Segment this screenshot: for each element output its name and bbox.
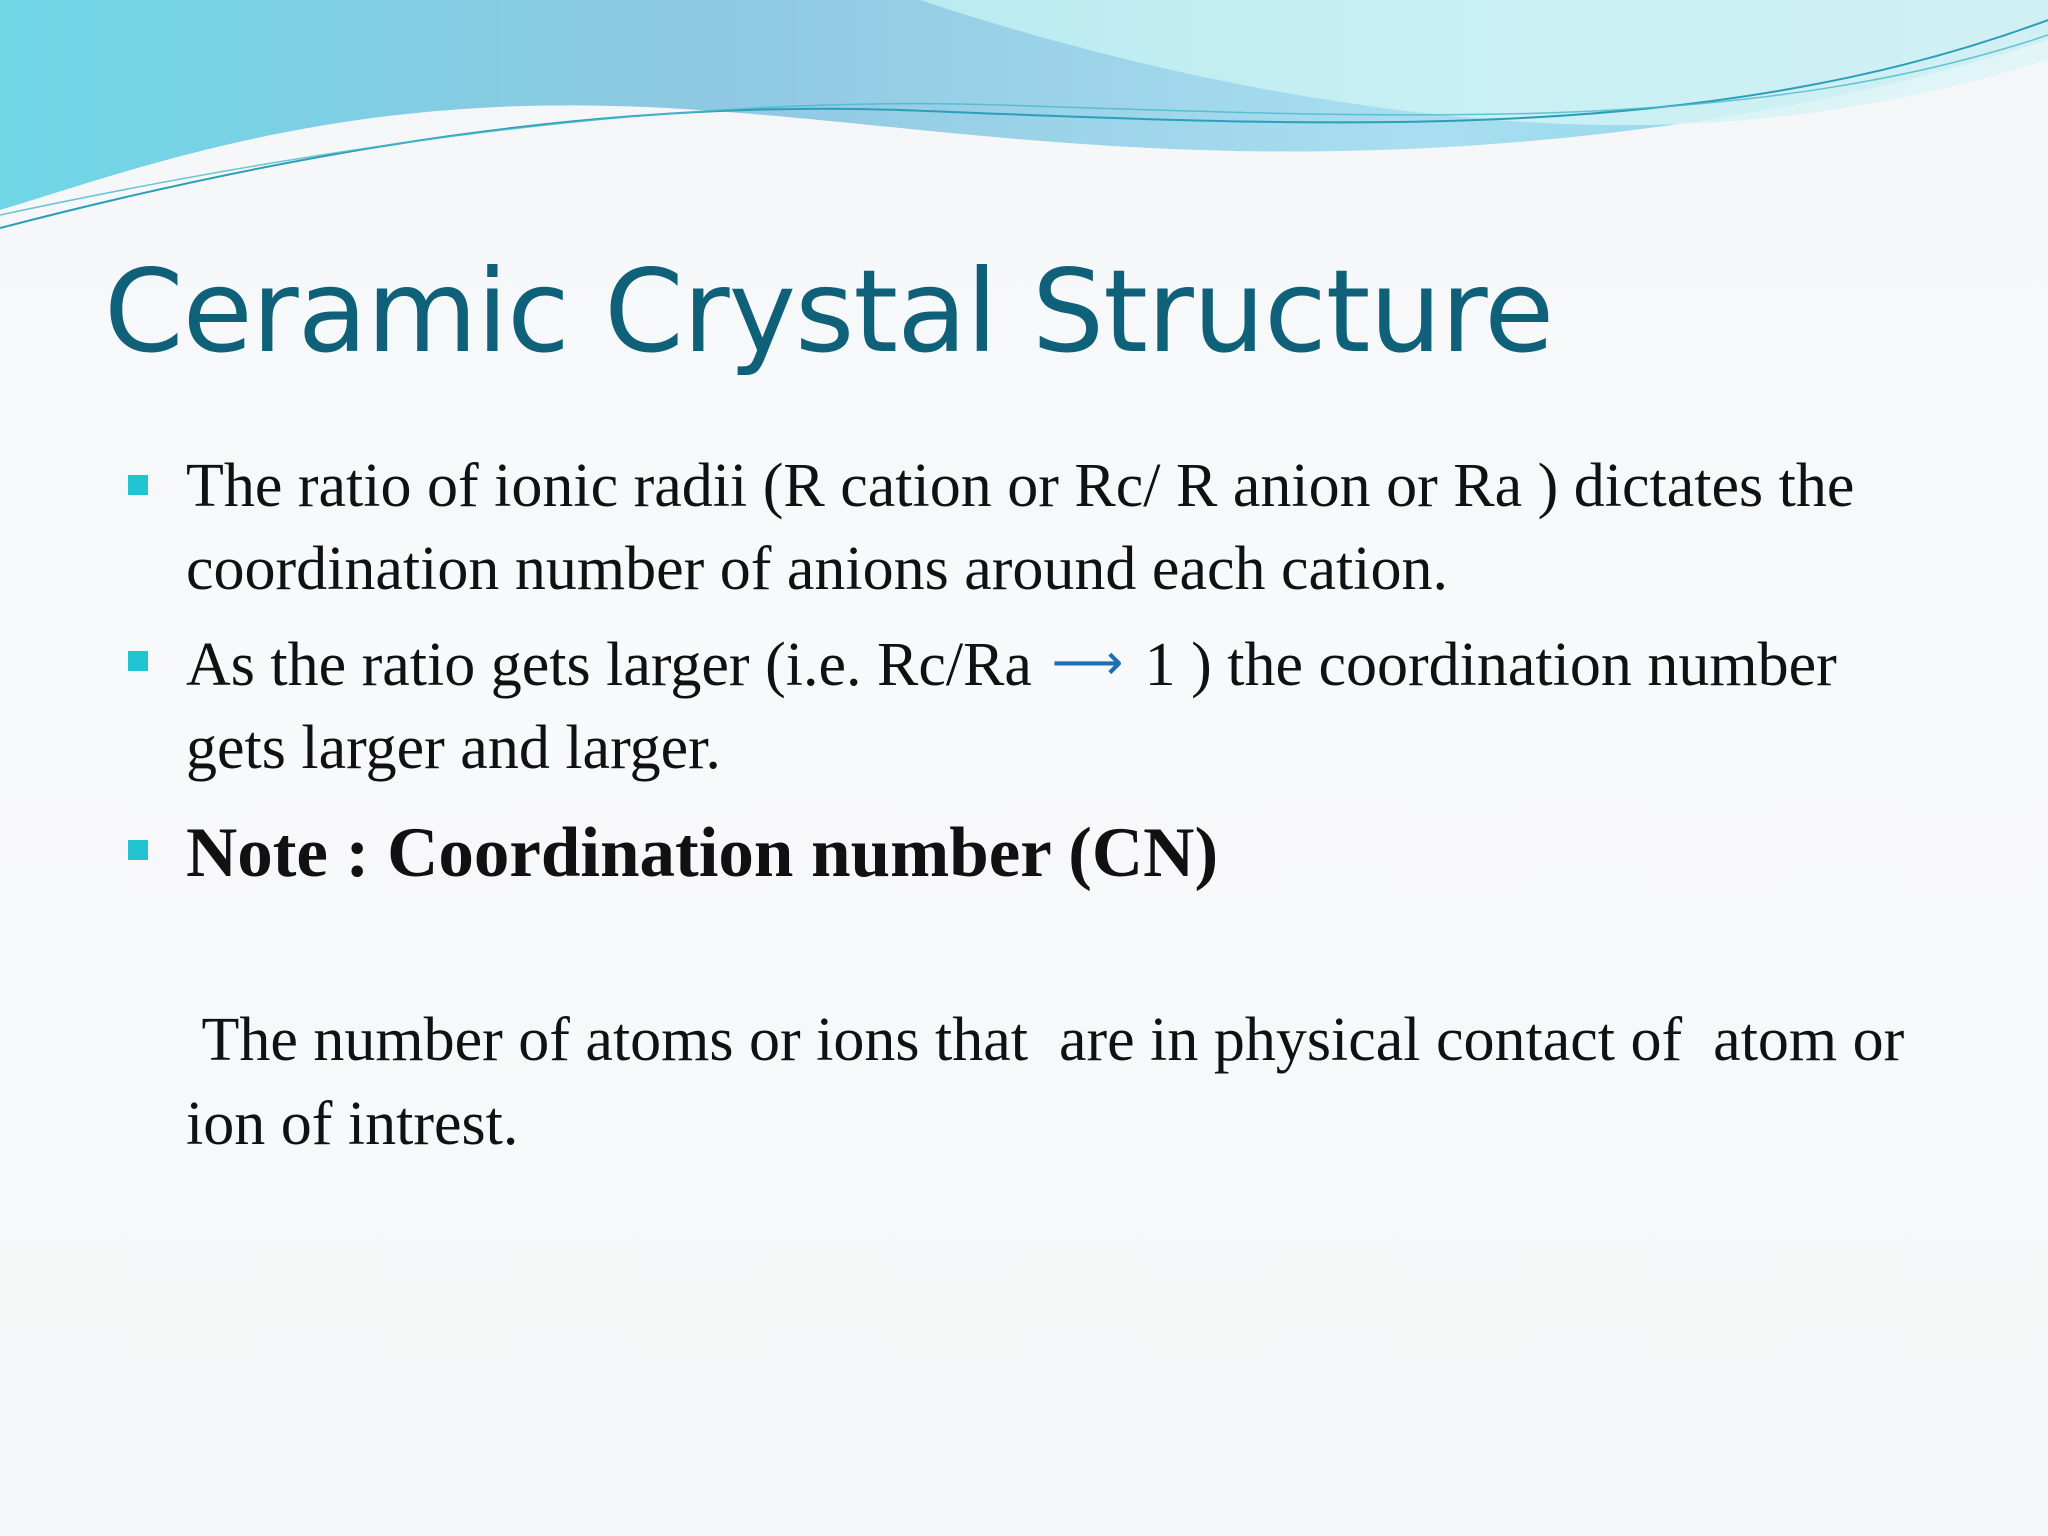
- square-bullet-icon: [128, 651, 148, 671]
- bullet-item: [128, 445, 1928, 611]
- bullet-text-after-arrow: 1 ) the coordination number gets larger and larger.: [186, 631, 1837, 782]
- bullet-list: [128, 445, 1928, 898]
- note-heading: Note : Coordination number (CN): [186, 814, 1219, 892]
- bullet-text: The ratio of ionic radii (R cation or Rc/ R anion or Ra ) dictates the coordination number of anions around each cation.: [186, 452, 1855, 603]
- bullet-item-note: [128, 808, 1928, 898]
- bullet-text: [186, 621, 1928, 790]
- bullet-text-before-arrow: As the ratio gets larger (i.e. Rc/Ra: [186, 631, 1032, 699]
- square-bullet-icon: [128, 475, 148, 495]
- square-bullet-icon: [128, 840, 148, 860]
- definition-text: The number of atoms or ions that are in physical contact of atom or ion of intrest.: [186, 1006, 1920, 1158]
- bullet-item: [128, 621, 1928, 790]
- right-arrow-icon: ⟶: [1051, 633, 1124, 691]
- slide-title: Ceramic Crystal Structure: [104, 245, 1554, 378]
- header-wave-decoration: [0, 0, 2048, 240]
